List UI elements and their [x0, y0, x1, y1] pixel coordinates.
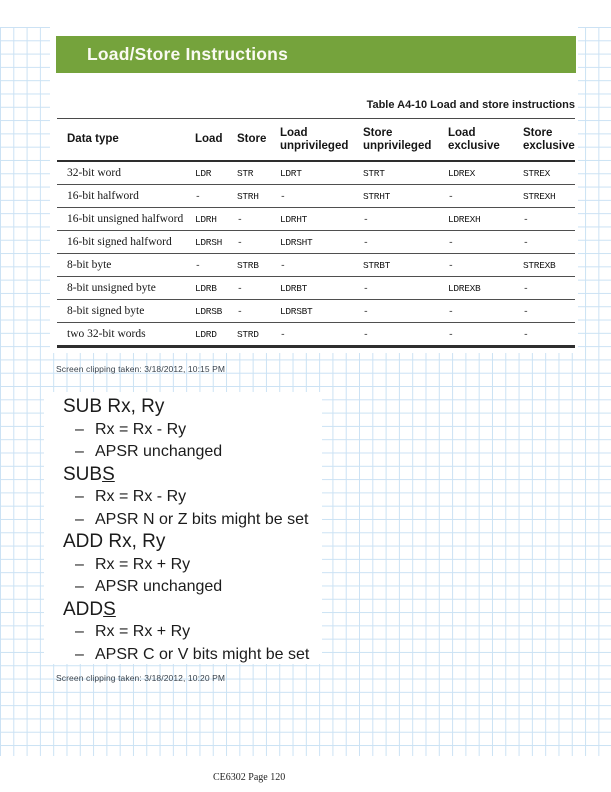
bullet-text: APSR unchanged	[95, 443, 223, 460]
cell-mnemonic: -	[523, 300, 575, 323]
bullet-dash: –	[75, 578, 84, 595]
note-title-underlined-suffix: S	[103, 598, 116, 620]
cell-mnemonic: -	[448, 231, 523, 254]
table-caption: Table A4-10 Load and store instructions	[366, 99, 575, 111]
bullet-text: APSR N or Z bits might be set	[95, 510, 309, 528]
col-header-load: Load	[195, 119, 237, 162]
cell-mnemonic: LDR	[195, 161, 237, 185]
bullet-text: Rx = Rx + Ry	[95, 623, 191, 640]
note-bullet	[44, 441, 322, 464]
note-title-text: ADD Rx, Ry	[63, 531, 166, 552]
table-row	[57, 323, 575, 347]
cell-mnemonic: STRHT	[363, 185, 448, 208]
cell-data-type: 16-bit halfword	[57, 185, 195, 208]
col-header-data-type: Data type	[57, 119, 195, 162]
bullet-dash: –	[75, 488, 84, 505]
cell-mnemonic: STRD	[237, 323, 280, 347]
cell-mnemonic: STRB	[237, 254, 280, 277]
cell-mnemonic: STRBT	[363, 254, 448, 277]
cell-mnemonic: LDREXH	[448, 208, 523, 231]
cell-mnemonic: LDRSBT	[280, 300, 363, 323]
screen-clipping-notes	[44, 392, 322, 664]
cell-data-type: 16-bit unsigned halfword	[57, 208, 195, 231]
bullet-text: Rx = Rx + Ry	[95, 555, 191, 573]
bullet-text: Rx = Rx - Ry	[95, 420, 187, 438]
cell-data-type: 16-bit signed halfword	[57, 231, 195, 254]
bullet-dash: –	[75, 645, 84, 663]
note-bullet	[44, 554, 322, 577]
cell-mnemonic: STREX	[523, 161, 575, 185]
table-row	[57, 277, 575, 300]
clipping-caption-2: Screen clipping taken: 3/18/2012, 10:20 PM	[56, 673, 226, 683]
note-bullet	[44, 419, 322, 442]
bullet-dash: –	[75, 420, 84, 438]
cell-data-type: 8-bit unsigned byte	[57, 277, 195, 300]
page-footer: CE6302 Page 120	[213, 772, 286, 783]
col-header-store: Store	[237, 119, 280, 162]
col-header-load-unprivileged: Load unprivileged	[280, 119, 363, 162]
clipping-caption-1: Screen clipping taken: 3/18/2012, 10:15 PM	[56, 364, 226, 374]
cell-mnemonic: STRH	[237, 185, 280, 208]
bullet-dash: –	[75, 510, 84, 528]
cell-mnemonic: LDREX	[448, 161, 523, 185]
bullet-dash: –	[75, 555, 84, 573]
cell-mnemonic: LDRD	[195, 323, 237, 347]
note-bullet	[44, 509, 322, 532]
cell-data-type: 32-bit word	[57, 161, 195, 185]
cell-mnemonic: -	[280, 185, 363, 208]
cell-mnemonic: LDRSHT	[280, 231, 363, 254]
note-title-underlined-suffix: S	[102, 463, 115, 485]
table-row	[57, 161, 575, 185]
cell-mnemonic: -	[195, 185, 237, 208]
bullet-dash: –	[75, 623, 84, 640]
cell-mnemonic: -	[523, 208, 575, 231]
cell-mnemonic: -	[280, 323, 363, 347]
note-group-title	[44, 531, 322, 554]
cell-mnemonic: -	[363, 300, 448, 323]
table-row	[57, 185, 575, 208]
cell-mnemonic: -	[448, 254, 523, 277]
note-bullet	[44, 486, 322, 509]
cell-mnemonic: -	[523, 323, 575, 347]
note-group-title	[44, 464, 322, 487]
cell-mnemonic: -	[363, 277, 448, 300]
cell-mnemonic: -	[523, 277, 575, 300]
table-row	[57, 231, 575, 254]
table-row	[57, 300, 575, 323]
cell-mnemonic: LDRHT	[280, 208, 363, 231]
cell-data-type: 8-bit signed byte	[57, 300, 195, 323]
cell-data-type: two 32-bit words	[57, 323, 195, 347]
cell-mnemonic: STREXB	[523, 254, 575, 277]
cell-mnemonic: LDRH	[195, 208, 237, 231]
cell-mnemonic: -	[280, 254, 363, 277]
cell-mnemonic: LDRB	[195, 277, 237, 300]
cell-mnemonic: -	[237, 231, 280, 254]
load-store-table	[57, 118, 575, 348]
cell-mnemonic: STR	[237, 161, 280, 185]
note-bullet	[44, 621, 322, 644]
col-header-store-unprivileged: Store unprivileged	[363, 119, 448, 162]
cell-mnemonic: LDREXB	[448, 277, 523, 300]
cell-mnemonic: STREXH	[523, 185, 575, 208]
cell-mnemonic: -	[523, 231, 575, 254]
note-group-title	[44, 396, 322, 419]
bullet-text: Rx = Rx - Ry	[95, 488, 187, 505]
table-header-row	[57, 119, 575, 162]
note-bullet	[44, 576, 322, 599]
cell-mnemonic: LDRBT	[280, 277, 363, 300]
cell-mnemonic: -	[448, 185, 523, 208]
cell-mnemonic: -	[363, 231, 448, 254]
note-title-text: ADD	[63, 598, 104, 620]
table-row	[57, 208, 575, 231]
cell-mnemonic: STRT	[363, 161, 448, 185]
cell-mnemonic: -	[237, 277, 280, 300]
col-header-load-exclusive: Load exclusive	[448, 119, 523, 162]
cell-mnemonic: LDRSB	[195, 300, 237, 323]
cell-mnemonic: -	[363, 208, 448, 231]
cell-data-type: 8-bit byte	[57, 254, 195, 277]
note-group-title	[44, 599, 322, 622]
slide-title: Load/Store Instructions	[87, 44, 289, 64]
cell-mnemonic: -	[448, 323, 523, 347]
bullet-text: APSR unchanged	[95, 578, 223, 595]
cell-mnemonic: -	[195, 254, 237, 277]
cell-mnemonic: -	[237, 208, 280, 231]
note-title-text: SUB	[63, 463, 103, 485]
table-row	[57, 254, 575, 277]
cell-mnemonic: LDRT	[280, 161, 363, 185]
col-header-store-exclusive: Store exclusive	[523, 119, 575, 162]
cell-mnemonic: LDRSH	[195, 231, 237, 254]
note-bullet	[44, 644, 322, 667]
note-title-text: SUB Rx, Ry	[63, 396, 165, 417]
bullet-dash: –	[75, 443, 84, 460]
cell-mnemonic: -	[363, 323, 448, 347]
screen-clipping-slide	[50, 20, 578, 353]
cell-mnemonic: -	[237, 300, 280, 323]
bullet-text: APSR C or V bits might be set	[95, 645, 310, 663]
slide-title-bar	[56, 36, 576, 73]
instruction-notes	[44, 396, 322, 666]
cell-mnemonic: -	[448, 300, 523, 323]
